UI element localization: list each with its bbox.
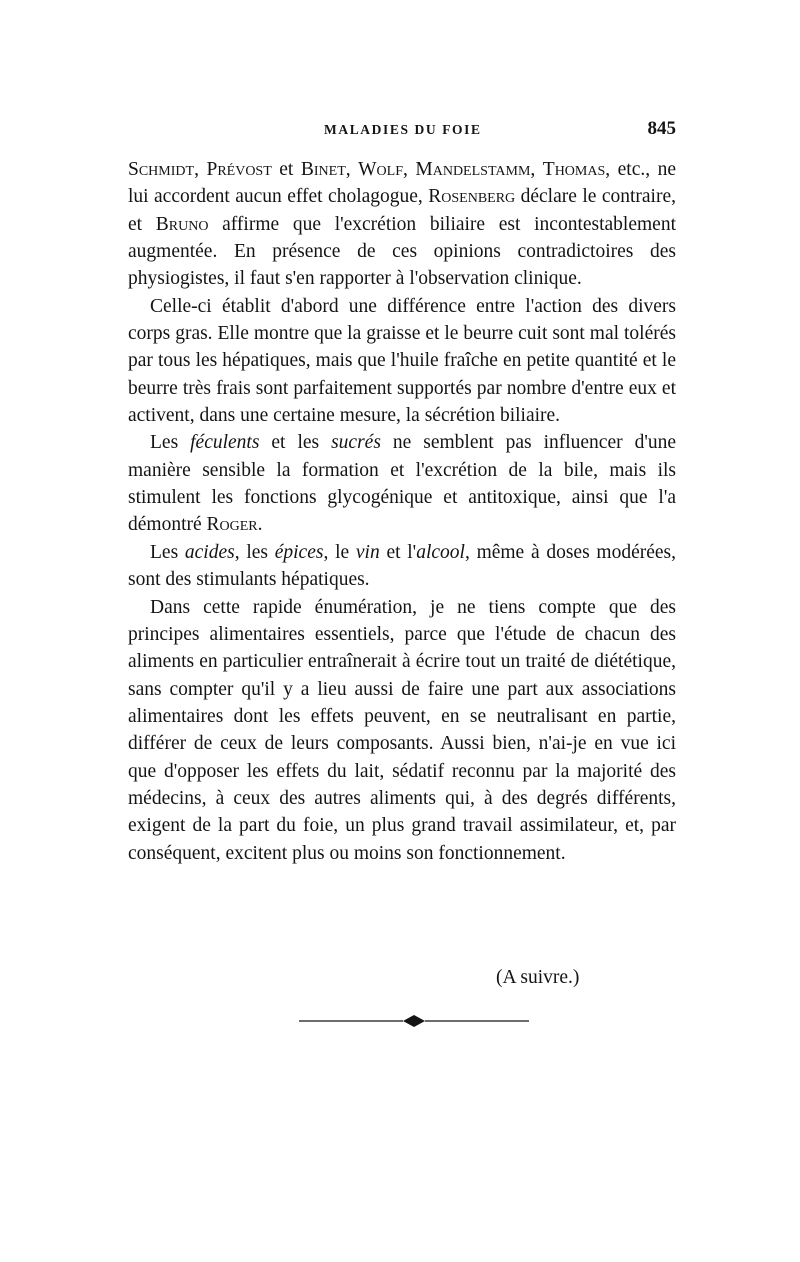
author-name: Rosenberg: [428, 186, 516, 208]
paragraph: [128, 594, 676, 867]
text-run: et l': [379, 541, 417, 563]
text-run: , etc., ne lui accordent aucun effet cholagogue,: [128, 159, 677, 208]
paragraph: [128, 156, 676, 293]
text-run: Les: [150, 541, 185, 563]
author-name: Bruno: [155, 213, 209, 235]
body-text: [128, 156, 676, 867]
italic-run: sucrés: [331, 432, 381, 454]
text-run: ne semblent pas influencer d'une manière sensible la formation et l'excrétion de la bile, mais ils stimulent les fonctions glycogénique et antitoxique, ainsi que l'a démontré: [128, 432, 676, 536]
author-name: Mandelstamm: [415, 159, 531, 180]
text-run: ,: [194, 159, 207, 180]
text-run: , même à doses modérées, sont des stimulants hépatiques.: [128, 541, 676, 591]
author-name: Roger: [206, 514, 258, 536]
text-run: .: [257, 514, 263, 536]
italic-run: acides: [184, 541, 235, 563]
text-run: affirme que l'excrétion biliaire est incontestablement augmentée. En présence de ces opinions contradictoires des physiogistes, il faut s'en rapporter à l'observation clinique.: [128, 213, 676, 290]
text-run: déclare le contraire, et: [128, 186, 676, 235]
text-run: Dans cette rapide énumération, je ne tiens compte que des principes alimentaires essentiels, parce que l'étude de chacun des aliments en particulier entraînerait à écrire tout un traité de diététique, sans compter qu'il y a lieu aussi de faire une part aux associations alimentaires dont les effets peuvent, en se neutralisant en partie, différer de ceux de leurs composants. Aussi bien, n'ai-je en vue ici que d'opposer les effets du lait, sédatif reconnu par la majorité des médecins, à ceux des autres aliments qui, à des degrés différents, exigent de la part du foie, un plus grand travail assimilateur, et, par conséquent, excitent plus ou moins son fonctionnement.: [128, 596, 676, 864]
author-name: Schmidt: [128, 159, 195, 180]
text-run: ,: [345, 159, 359, 180]
text-run: ,: [403, 159, 416, 180]
text-run: Celle-ci établit d'abord une différence entre l'action des divers corps gras. Elle montre que la graisse et le beurre cuit sont mal tolérés par tous les hépatiques, mais que l'huile fraîche en petite quantité et le beurre très frais sont parfaitement supportés par nombre d'entre eux et activent, dans une certaine mesure, la sécrétion biliaire.: [128, 295, 676, 427]
page-header: [128, 118, 676, 144]
author-name: Prévost: [206, 159, 272, 180]
text-run: Les: [150, 432, 191, 454]
text-run: , les: [234, 541, 275, 563]
italic-run: alcool: [416, 541, 465, 563]
running-head: MALADIES DU FOIE: [324, 122, 482, 137]
paragraph: [128, 539, 676, 594]
author-name: Thomas: [542, 159, 606, 180]
text-run: , le: [323, 541, 356, 563]
paragraph: [128, 293, 676, 430]
author-name: Binet: [300, 159, 346, 180]
text-run: et: [271, 159, 301, 180]
italic-run: épices: [274, 541, 324, 563]
to-be-continued: (A suivre.): [496, 967, 580, 988]
ornament-divider: [299, 1013, 529, 1029]
text-run: et les: [259, 432, 332, 454]
italic-run: féculents: [190, 432, 260, 454]
text-run: ,: [530, 159, 543, 180]
italic-run: vin: [355, 541, 380, 563]
page-number: 845: [647, 118, 676, 139]
author-name: Wolf: [358, 159, 403, 180]
paragraph: [128, 429, 676, 538]
